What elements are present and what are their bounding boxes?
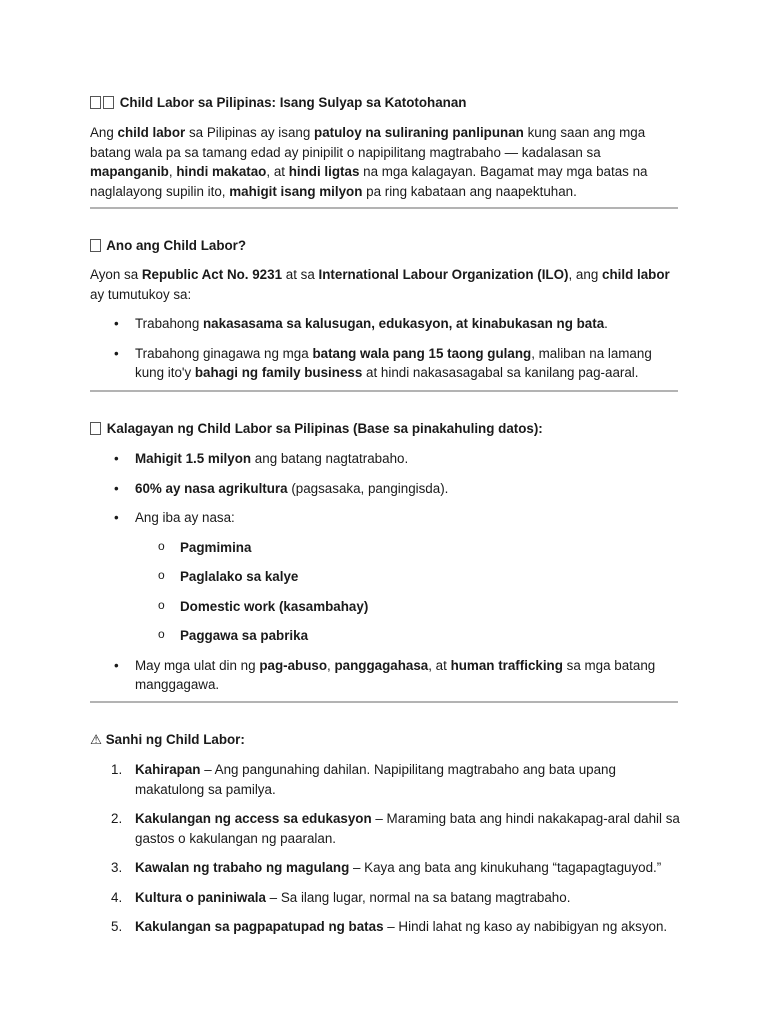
divider [90,207,678,209]
list-item: 2. Kakulangan ng access sa edukasyon – Maraming bata ang hindi nakakapag-aral dahil sa gastos o kakulangan ng paaralan. [111,811,680,846]
flag-icon [103,96,114,109]
list-item: • Trabahong ginagawa ng mga batang wala pang 15 taong gulang, maliban na lamang kung ito'y bahagi ng family business at hindi nakasasagabal sa kanilang pag-aaral. [90,344,680,383]
sublist-item: o Paggawa sa pabrika [90,626,680,646]
intro-heading: Child Labor sa Pilipinas: Isang Sulyap sa Katotohanan [90,94,680,112]
intro-paragraph: Ang child labor sa Pilipinas ay isang patuloy na suliraning panlipunan kung saan ang mga batang wala pa sa tamang edad ay pinipilit o napipilitang magtrabaho — kadalasan sa mapanganib, hindi makatao, at hindi ligtas na mga kalagayan. Bagamat may mga batas na naglalayong supilin ito, mahigit isang milyon pa ring kabataan ang naapektuhan. [90,125,648,199]
chart-icon [90,422,101,435]
definition-list [90,314,680,383]
definition-heading: Ano ang Child Labor? [90,237,680,255]
sublist-item: o Paglalako sa kalye [90,567,680,587]
causes-list [90,760,680,937]
situation-list [90,449,680,528]
list-item: 5. Kakulangan sa pagpapatupad ng batas – Hindi lahat ng kaso ay nabibigyan ng aksyon. [111,919,668,934]
list-item: • Ang iba ay nasa: [90,508,680,528]
divider [90,701,678,703]
pin-icon [90,239,101,252]
situation-list-end [90,656,680,695]
list-item: 3. Kawalan ng trabaho ng magulang – Kaya ang bata ang kinukuhang “tagapagtaguyod.” [111,860,662,875]
list-item: • Mahigit 1.5 milyon ang batang nagtatrabaho. [90,449,680,469]
flag-icon [90,96,101,109]
causes-heading: ⚠ Sanhi ng Child Labor: [90,732,245,747]
situation-sublist [90,538,680,646]
list-item: • May mga ulat din ng pag-abuso, panggagahasa, at human trafficking sa mga batang manggagawa. [90,656,680,695]
list-item: • Trabahong nakasasama sa kalusugan, edukasyon, at kinabukasan ng bata. [90,314,680,334]
situation-heading: Kalagayan ng Child Labor sa Pilipinas (Base sa pinakahuling datos): [90,420,680,438]
list-item: • 60% ay nasa agrikultura (pagsasaka, pangingisda). [90,479,680,499]
definition-paragraph: Ayon sa Republic Act No. 9231 at sa International Labour Organization (ILO), ang child labor ay tumutukoy sa: [90,267,670,302]
list-item: 1. Kahirapan – Ang pangunahing dahilan. Napipilitang magtrabaho ang bata upang makatulong sa pamilya. [111,762,616,797]
warning-icon: ⚠ [90,732,103,747]
intro-section [90,94,680,201]
divider [90,390,678,392]
sublist-item: o Pagmimina [90,538,680,558]
definition-section [90,237,680,383]
list-item: 4. Kultura o paniniwala – Sa ilang lugar, normal na sa batang magtrabaho. [111,889,571,905]
causes-section [90,731,680,937]
sublist-item: o Domestic work (kasambahay) [90,597,680,617]
situation-section [90,420,680,695]
